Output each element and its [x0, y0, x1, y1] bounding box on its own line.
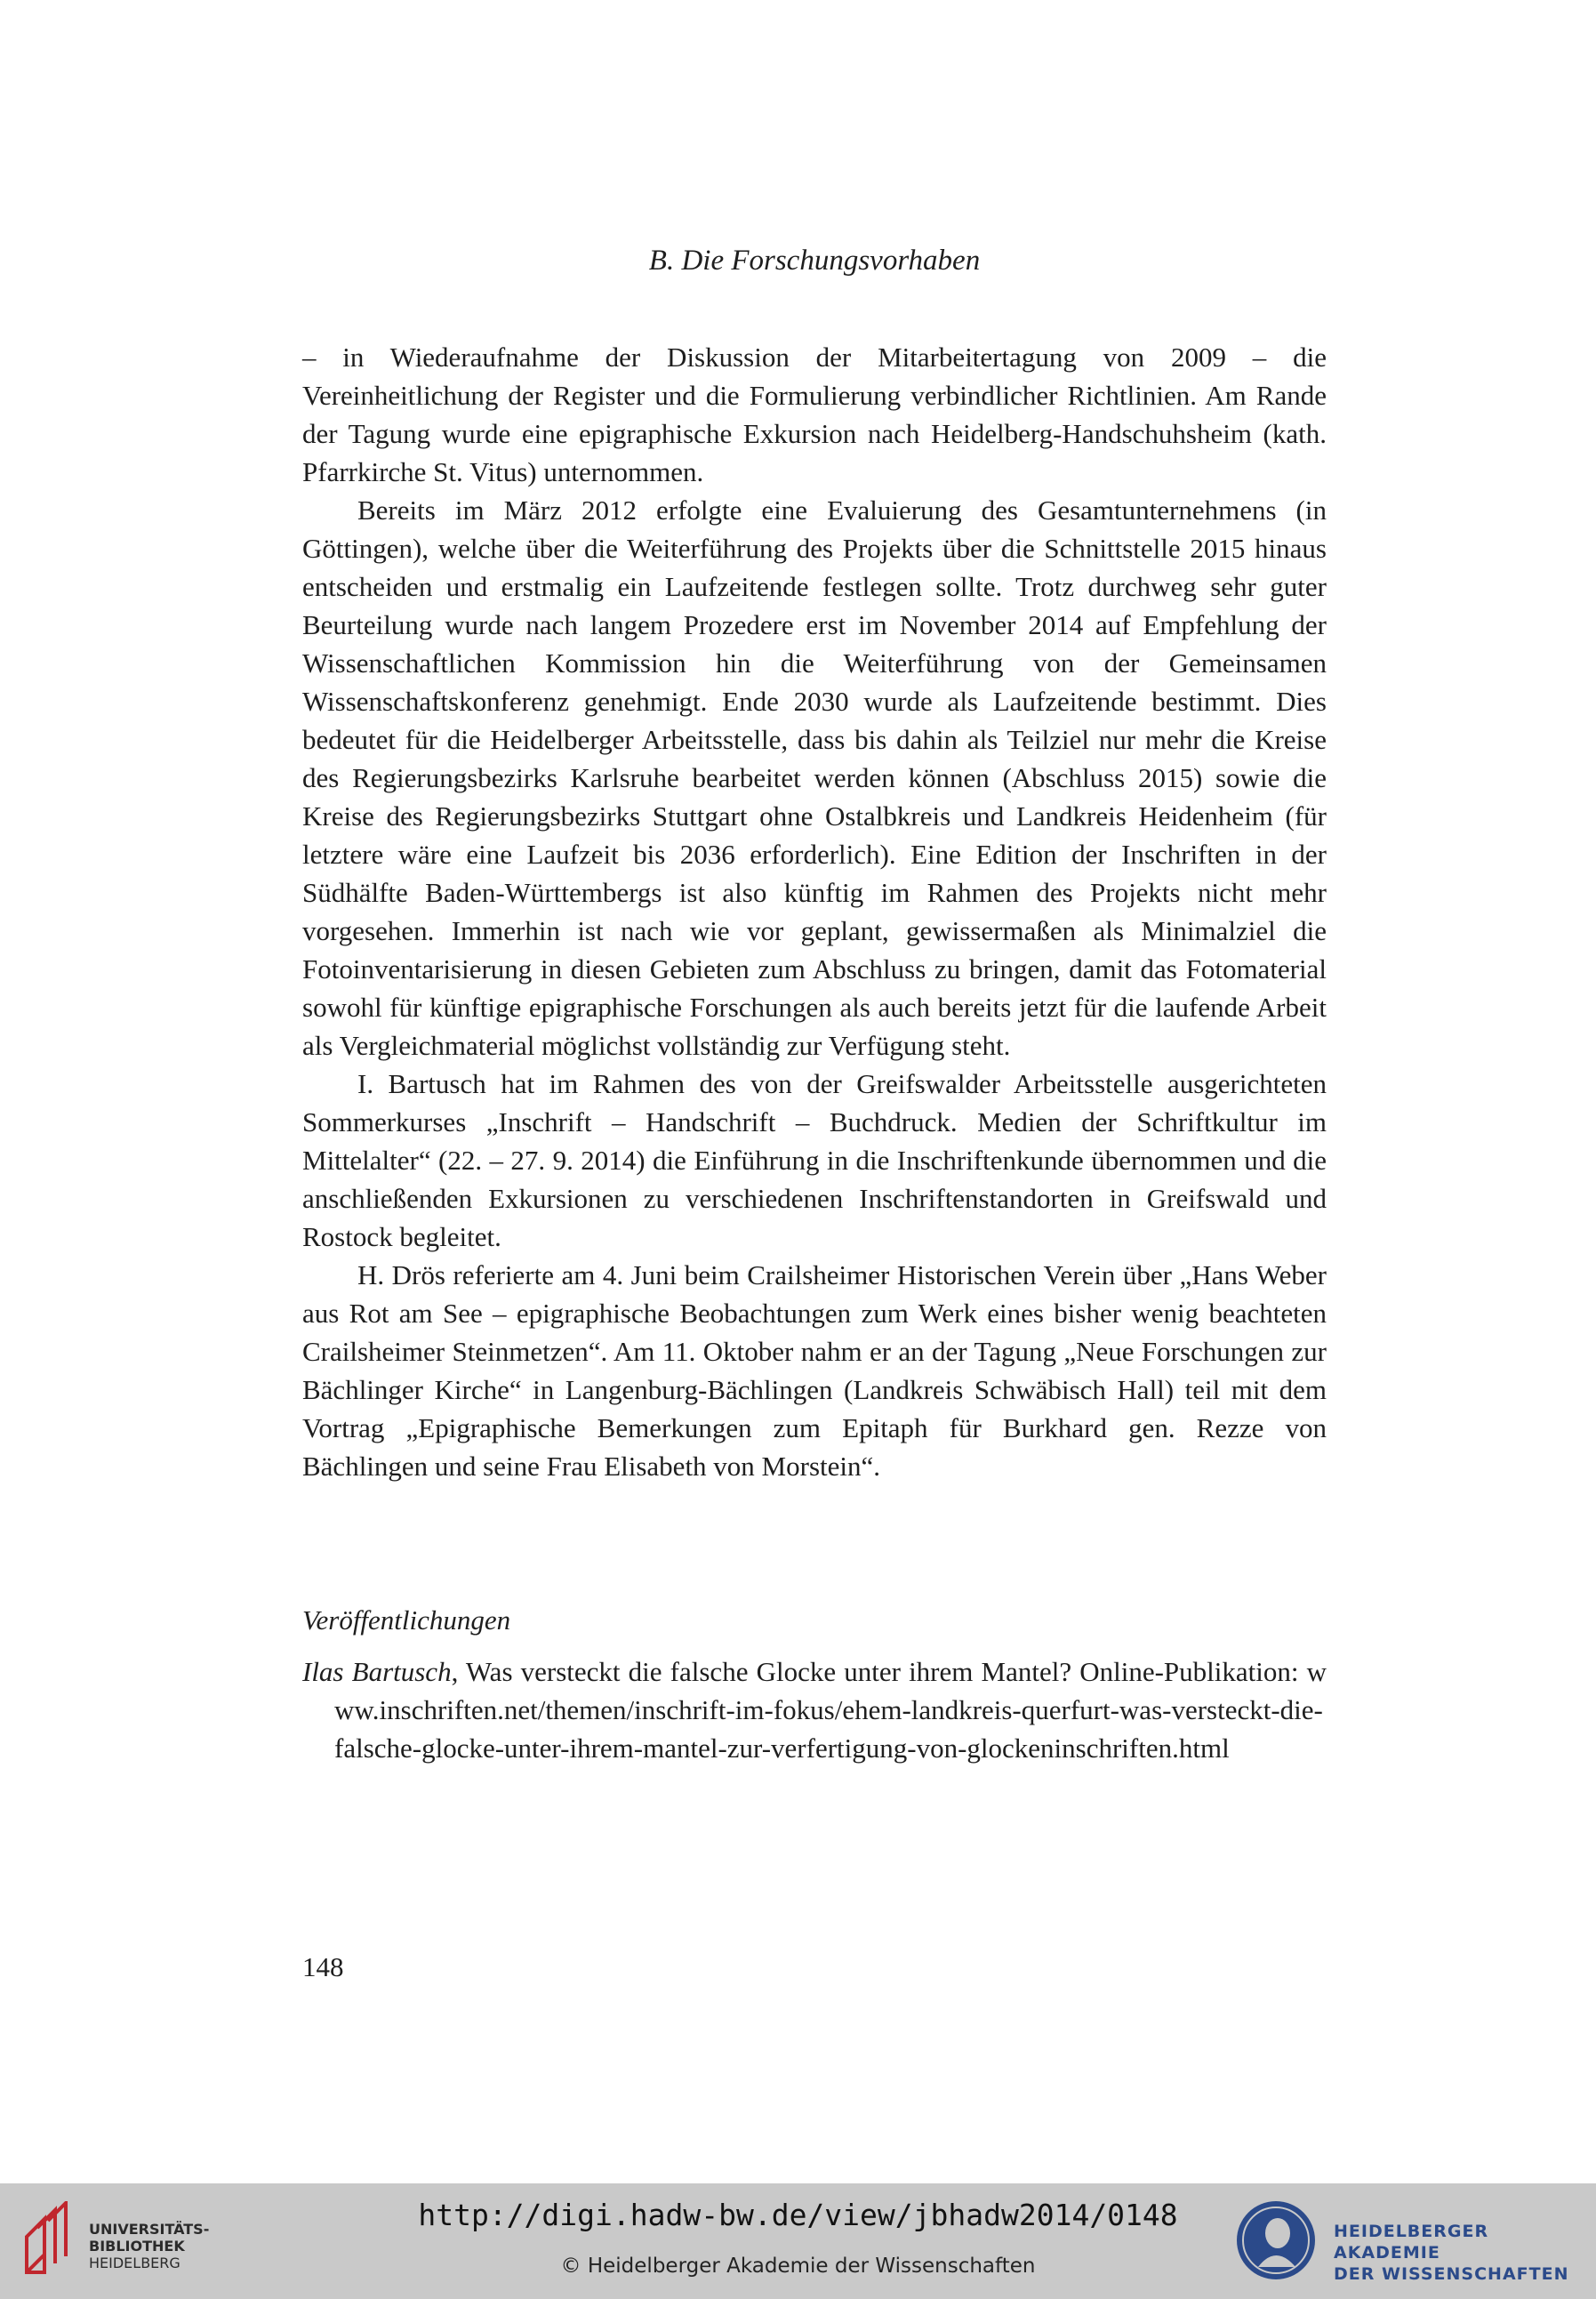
- paragraph: I. Bartusch hat im Rahmen des von der Greifswalder Arbeitsstelle ausgerichteten Sommerkurses „Inschrift – Handschrift – Buchdruck. Medien der Schriftkultur im Mittelalter“ (22. – 27. 9. 2014) die Einführung in die Inschriftenkunde übernommen und die anschließenden Exkursionen zu verschiedenen Inschriftenstandorten in Greifswald und Rostock begleitet.: [302, 1068, 1327, 1252]
- footer-bar: [0, 2183, 1596, 2299]
- copyright-notice: © Heidelberger Akademie der Wissenschaften: [560, 2255, 1036, 2278]
- running-header: B. Die Forschungsvorhaben: [648, 245, 981, 277]
- publication-author: Ilas Bartusch: [302, 1656, 452, 1687]
- paragraph: Bereits im März 2012 erfolgte eine Evaluierung des Gesamtunternehmens (in Göttingen), welche über die Weiterführung des Projekts über die Schnittstelle 2015 hinaus entscheiden und erstmalig ein Laufzeitende festlegen sollte. Trotz durchweg sehr guter Beurteilung wurde nach langem Prozedere erst im November 2014 auf Empfehlung der Wissenschaftlichen Kommission hin die Weiterführung von der Gemeinsamen Wissenschaftskonferenz genehmigt. Ende 2030 wurde als Laufzeitende bestimmt. Dies bedeutet für die Heidelberger Arbeitsstelle, dass bis dahin als Teilziel nur mehr die Kreise des Regierungsbezirks Karlsruhe bearbeitet werden können (Abschluss 2015) sowie die Kreise des Regierungsbezirks Stuttgart ohne Ostalbkreis und Landkreis Heidenheim (für letztere wäre eine Laufzeit bis 2036 erforderlich). Eine Edition der Inschriften in der Südhälfte Baden-Württembergs ist also künftig im Rahmen des Projekts nicht mehr vorgesehen. Immerhin ist nach wie vor geplant, gewissermaßen als Minimalziel die Fotoinventarisierung in diesen Gebieten zum Abschluss zu bringen, damit das Fotomaterial sowohl für künftige epigraphische Forschungen als auch bereits jetzt für die laufende Arbeit als Vergleichmaterial möglichst vollständig zur Verfügung steht.: [302, 494, 1327, 1061]
- source-url-link[interactable]: http://digi.hadw-bw.de/view/jbhadw2014/0148: [418, 2198, 1178, 2232]
- page-number: 148: [302, 1951, 344, 1982]
- publications-heading: Veröffentlichungen: [302, 1604, 511, 1636]
- publication-entry: [302, 1652, 1327, 1767]
- academy-seal-icon: [1231, 2194, 1320, 2283]
- paragraph: H. Drös referierte am 4. Juni beim Crailsheimer Historischen Verein über „Hans Weber aus Rot am See – epigraphische Beobachtungen zum Werk eines bisher wenig beachteten Crailsheimer Steinmetzen“. Am 11. Oktober nahm er an der Tagung „Neue Forschungen zur Bächlinger Kirche“ in Langenburg-Bächlingen (Landkreis Schwäbisch Hall) teil mit dem Vortrag „Epigraphische Bemerkungen zum Epitaph für Burkhard gen. Rezze von Bächlingen und seine Frau Elisabeth von Morstein“.: [302, 1259, 1327, 1482]
- library-name: UNIVERSITÄTS- BIBLIOTHEK HEIDELBERG: [89, 2221, 210, 2271]
- publication-text: , Was versteckt die falsche Glocke unter ihrem Mantel? Online-Publikation: www.inschriften.net/themen/inschrift-im-fokus/ehem-landkreis-querfurt-was-versteckt-die-falsche-glocke-unter-ihrem-mantel-zur-verfertigung-von-glockeninschriften.html: [334, 1656, 1327, 1764]
- academy-name: HEIDELBERGER AKADEMIE DER WISSENSCHAFTEN: [1334, 2222, 1569, 2284]
- academy-logo[interactable]: [1231, 2194, 1587, 2292]
- body-text: [302, 338, 1327, 1485]
- paragraph: – in Wiederaufnahme der Diskussion der Mitarbeitertagung von 2009 – die Vereinheitlichung der Register und die Formulierung verbindlicher Richtlinien. Am Rande der Tagung wurde eine epigraphische Exkursion nach Heidelberg-Handschuhsheim (kath. Pfarrkirche St. Vitus) unternommen.: [302, 342, 1327, 487]
